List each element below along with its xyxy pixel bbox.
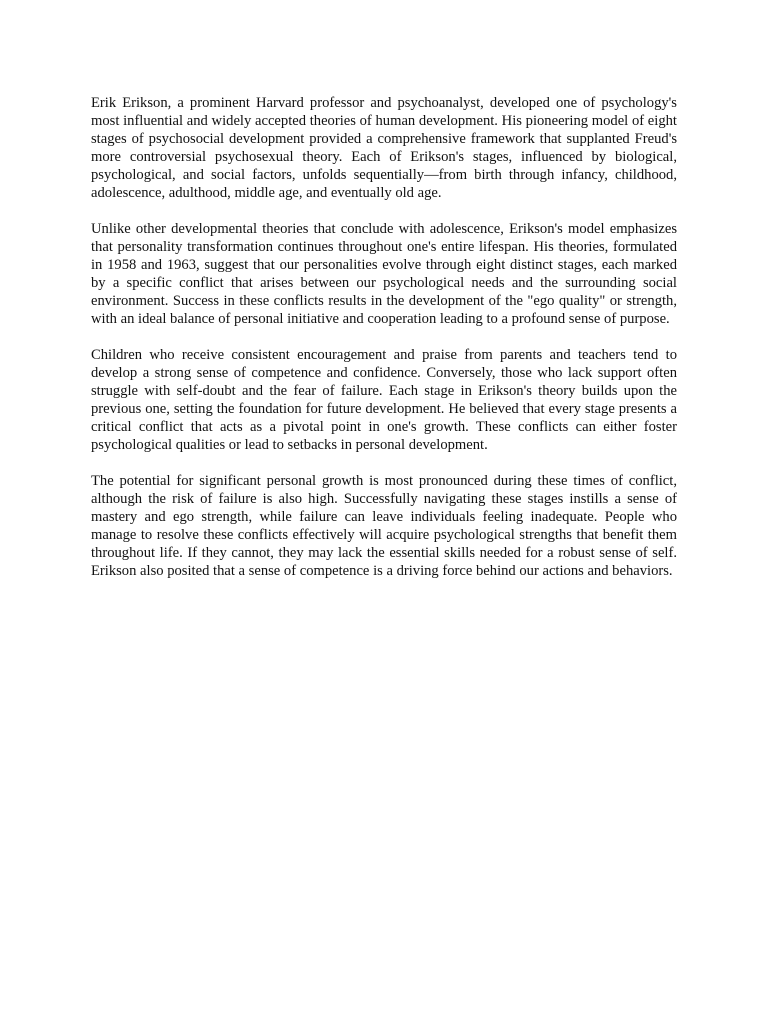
paragraph-1: Erik Erikson, a prominent Harvard professor and psychoanalyst, developed one of psychology's most influential and widely accepted theories of human development. His pioneering model of eight stages of psychosocial development provided a comprehensive framework that supplanted Freud's more controversial psychosexual theory. Each of Erikson's stages, influenced by biological, psychological, and social factors, unfolds sequentially—from birth through infancy, childhood, adolescence, adulthood, middle age, and eventually old age.: [91, 95, 677, 201]
document-body: [91, 94, 677, 598]
paragraph-4: The potential for significant personal growth is most pronounced during these times of conflict, although the risk of failure is also high. Successfully navigating these stages instills a sense of mastery and ego strength, while failure can leave individuals feeling inadequate. People who manage to resolve these conflicts effectively will acquire psychological strengths that benefit them throughout life. If they cannot, they may lack the essential skills needed for a robust sense of self. Erikson also posited that a sense of competence is a driving force behind our actions and behaviors.: [91, 473, 677, 579]
paragraph-3: Children who receive consistent encouragement and praise from parents and teachers tend to develop a strong sense of competence and confidence. Conversely, those who lack support often struggle with self-doubt and the fear of failure. Each stage in Erikson's theory builds upon the previous one, setting the foundation for future development. He believed that every stage presents a critical conflict that acts as a pivotal point in one's growth. These conflicts can either foster psychological qualities or lead to setbacks in personal development.: [91, 347, 677, 453]
paragraph-2: Unlike other developmental theories that conclude with adolescence, Erikson's model emphasizes that personality transformation continues throughout one's entire lifespan. His theories, formulated in 1958 and 1963, suggest that our personalities evolve through eight distinct stages, each marked by a specific conflict that arises between our psychological needs and the surrounding social environment. Success in these conflicts results in the development of the "ego quality" or strength, with an ideal balance of personal initiative and cooperation leading to a profound sense of purpose.: [91, 221, 677, 327]
